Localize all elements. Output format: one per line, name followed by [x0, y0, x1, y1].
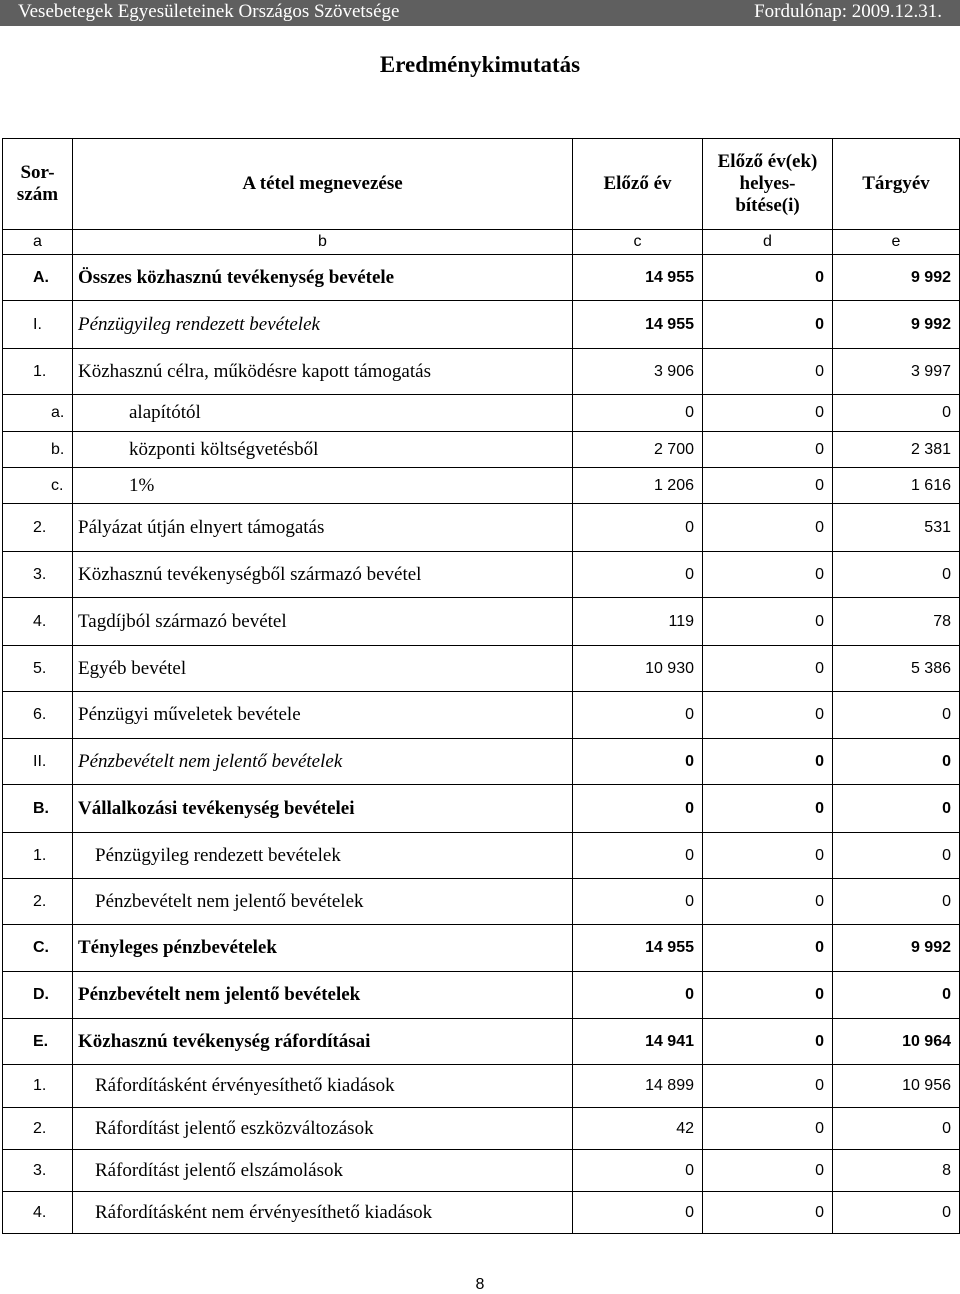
row-code: 1.: [3, 833, 73, 879]
row-prev-value: 2 700: [573, 432, 703, 468]
header-current: [833, 139, 960, 230]
row-current-value: 2 381: [833, 432, 960, 468]
header-current-text: Tárgyév: [862, 173, 930, 194]
table-row: [3, 598, 960, 646]
row-code: c.: [3, 468, 73, 504]
row-name: Ráfordítást jelentő eszközváltozások: [73, 1108, 573, 1150]
header-prev: [573, 139, 703, 230]
row-name: Ráfordítást jelentő elszámolások: [73, 1150, 573, 1192]
row-code: 4.: [3, 598, 73, 646]
row-current-value: 9 992: [833, 301, 960, 349]
table-row: [3, 349, 960, 395]
row-code: 1.: [3, 1065, 73, 1108]
row-code: 1.: [3, 349, 73, 395]
row-name: Közhasznú tevékenység ráfordításai: [73, 1019, 573, 1065]
row-code: 3.: [3, 552, 73, 598]
header-prev-text: Előző év: [603, 173, 672, 194]
letter-b: b: [73, 230, 573, 255]
row-adjust-value: 0: [703, 468, 833, 504]
table-row: [3, 785, 960, 833]
page-number: 8: [475, 1276, 485, 1293]
row-name: Pénzbevételt nem jelentő bevételek: [73, 879, 573, 925]
row-code: 3.: [3, 1150, 73, 1192]
table-row: [3, 1065, 960, 1108]
row-adjust-value: 0: [703, 1065, 833, 1108]
row-name: Pénzügyileg rendezett bevételek: [73, 833, 573, 879]
row-prev-value: 14 941: [573, 1019, 703, 1065]
row-code: I.: [3, 301, 73, 349]
table-row: [3, 1108, 960, 1150]
row-name: Tényleges pénzbevételek: [73, 925, 573, 972]
row-code: II.: [3, 739, 73, 785]
row-adjust-value: 0: [703, 301, 833, 349]
row-current-value: 10 964: [833, 1019, 960, 1065]
row-adjust-value: 0: [703, 646, 833, 692]
row-current-value: 0: [833, 972, 960, 1019]
table-row: [3, 1150, 960, 1192]
table-row: [3, 972, 960, 1019]
row-prev-value: 0: [573, 1150, 703, 1192]
row-code: A.: [3, 255, 73, 301]
table-body: [3, 255, 960, 1234]
table-row: [3, 879, 960, 925]
table-row: [3, 833, 960, 879]
row-adjust-value: 0: [703, 552, 833, 598]
row-current-value: 0: [833, 785, 960, 833]
row-name: Vállalkozási tevékenység bevételei: [73, 785, 573, 833]
row-current-value: 0: [833, 1192, 960, 1234]
page-title: Eredménykimutatás: [379, 52, 581, 77]
row-name: Közhasznú célra, működésre kapott támogatás: [73, 349, 573, 395]
row-current-value: 0: [833, 833, 960, 879]
table-row: [3, 504, 960, 552]
table-row: [3, 925, 960, 972]
row-prev-value: 0: [573, 1192, 703, 1234]
row-name: Pénzbevételt nem jelentő bevételek: [73, 739, 573, 785]
table-row: [3, 432, 960, 468]
header-sorszam: [3, 139, 73, 230]
row-adjust-value: 0: [703, 349, 833, 395]
row-name: Pénzbevételt nem jelentő bevételek: [73, 972, 573, 1019]
table-row: [3, 468, 960, 504]
letter-e: e: [833, 230, 960, 255]
table-row: [3, 255, 960, 301]
row-name: Összes közhasznú tevékenység bevétele: [73, 255, 573, 301]
income-statement-table: [2, 138, 960, 1234]
header-sorszam-text: Sor- szám: [16, 162, 59, 205]
column-letters-row: [3, 230, 960, 255]
row-name: Pályázat útján elnyert támogatás: [73, 504, 573, 552]
row-prev-value: 3 906: [573, 349, 703, 395]
row-adjust-value: 0: [703, 739, 833, 785]
row-name: alapítótól: [73, 395, 573, 432]
header-adjust: [703, 139, 833, 230]
row-name: 1%: [73, 468, 573, 504]
row-code: 4.: [3, 1192, 73, 1234]
row-code: a.: [3, 395, 73, 432]
row-code: B.: [3, 785, 73, 833]
row-prev-value: 0: [573, 692, 703, 739]
row-adjust-value: 0: [703, 972, 833, 1019]
row-prev-value: 1 206: [573, 468, 703, 504]
letter-d: d: [703, 230, 833, 255]
row-adjust-value: 0: [703, 879, 833, 925]
row-name: Ráfordításként érvényesíthető kiadások: [73, 1065, 573, 1108]
table-row: [3, 552, 960, 598]
table-header-row: [3, 139, 960, 230]
row-prev-value: 14 955: [573, 925, 703, 972]
row-prev-value: 0: [573, 785, 703, 833]
row-name: Egyéb bevétel: [73, 646, 573, 692]
row-code: C.: [3, 925, 73, 972]
row-prev-value: 42: [573, 1108, 703, 1150]
row-adjust-value: 0: [703, 1108, 833, 1150]
row-name: Pénzügyileg rendezett bevételek: [73, 301, 573, 349]
row-prev-value: 119: [573, 598, 703, 646]
row-code: 2.: [3, 1108, 73, 1150]
row-adjust-value: 0: [703, 785, 833, 833]
row-current-value: 0: [833, 1108, 960, 1150]
row-adjust-value: 0: [703, 432, 833, 468]
row-current-value: 0: [833, 552, 960, 598]
row-code: 5.: [3, 646, 73, 692]
row-prev-value: 0: [573, 552, 703, 598]
row-current-value: 0: [833, 692, 960, 739]
row-adjust-value: 0: [703, 1150, 833, 1192]
table-row: [3, 739, 960, 785]
row-current-value: 0: [833, 879, 960, 925]
row-name: Ráfordításként nem érvényesíthető kiadások: [73, 1192, 573, 1234]
row-current-value: 10 956: [833, 1065, 960, 1108]
row-code: 2.: [3, 879, 73, 925]
row-prev-value: 14 899: [573, 1065, 703, 1108]
row-code: 6.: [3, 692, 73, 739]
row-adjust-value: 0: [703, 692, 833, 739]
organization-name: Vesebetegek Egyesületeinek Országos Szövetsége: [18, 1, 400, 22]
row-prev-value: 0: [573, 833, 703, 879]
reporting-date: Fordulónap: 2009.12.31.: [754, 1, 942, 22]
table-row: [3, 646, 960, 692]
table-row: [3, 692, 960, 739]
row-prev-value: 0: [573, 739, 703, 785]
row-adjust-value: 0: [703, 925, 833, 972]
row-current-value: 0: [833, 395, 960, 432]
row-adjust-value: 0: [703, 598, 833, 646]
row-prev-value: 0: [573, 395, 703, 432]
row-current-value: 8: [833, 1150, 960, 1192]
row-adjust-value: 0: [703, 255, 833, 301]
row-name: Pénzügyi műveletek bevétele: [73, 692, 573, 739]
row-code: b.: [3, 432, 73, 468]
row-name: Tagdíjból származó bevétel: [73, 598, 573, 646]
row-prev-value: 0: [573, 504, 703, 552]
table-row: [3, 1019, 960, 1065]
row-adjust-value: 0: [703, 1192, 833, 1234]
table-row: [3, 395, 960, 432]
row-name: központi költségvetésből: [73, 432, 573, 468]
row-prev-value: 0: [573, 972, 703, 1019]
row-prev-value: 14 955: [573, 301, 703, 349]
row-adjust-value: 0: [703, 1019, 833, 1065]
row-name: Közhasznú tevékenységből származó bevétel: [73, 552, 573, 598]
header-name-text: A tétel megnevezése: [242, 173, 403, 194]
page-header: [0, 0, 960, 26]
row-current-value: 531: [833, 504, 960, 552]
row-adjust-value: 0: [703, 833, 833, 879]
row-adjust-value: 0: [703, 504, 833, 552]
row-adjust-value: 0: [703, 395, 833, 432]
row-current-value: 78: [833, 598, 960, 646]
row-prev-value: 0: [573, 879, 703, 925]
header-name: [73, 139, 573, 230]
row-current-value: 9 992: [833, 925, 960, 972]
row-current-value: 1 616: [833, 468, 960, 504]
row-current-value: 9 992: [833, 255, 960, 301]
row-prev-value: 14 955: [573, 255, 703, 301]
row-code: E.: [3, 1019, 73, 1065]
table-row: [3, 1192, 960, 1234]
header-adjust-text: Előző év(ek) helyes- bítése(i): [717, 151, 818, 216]
row-code: D.: [3, 972, 73, 1019]
row-code: 2.: [3, 504, 73, 552]
row-current-value: 5 386: [833, 646, 960, 692]
row-prev-value: 10 930: [573, 646, 703, 692]
row-current-value: 0: [833, 739, 960, 785]
letter-c: c: [573, 230, 703, 255]
letter-a: a: [3, 230, 73, 255]
table-row: [3, 301, 960, 349]
row-current-value: 3 997: [833, 349, 960, 395]
